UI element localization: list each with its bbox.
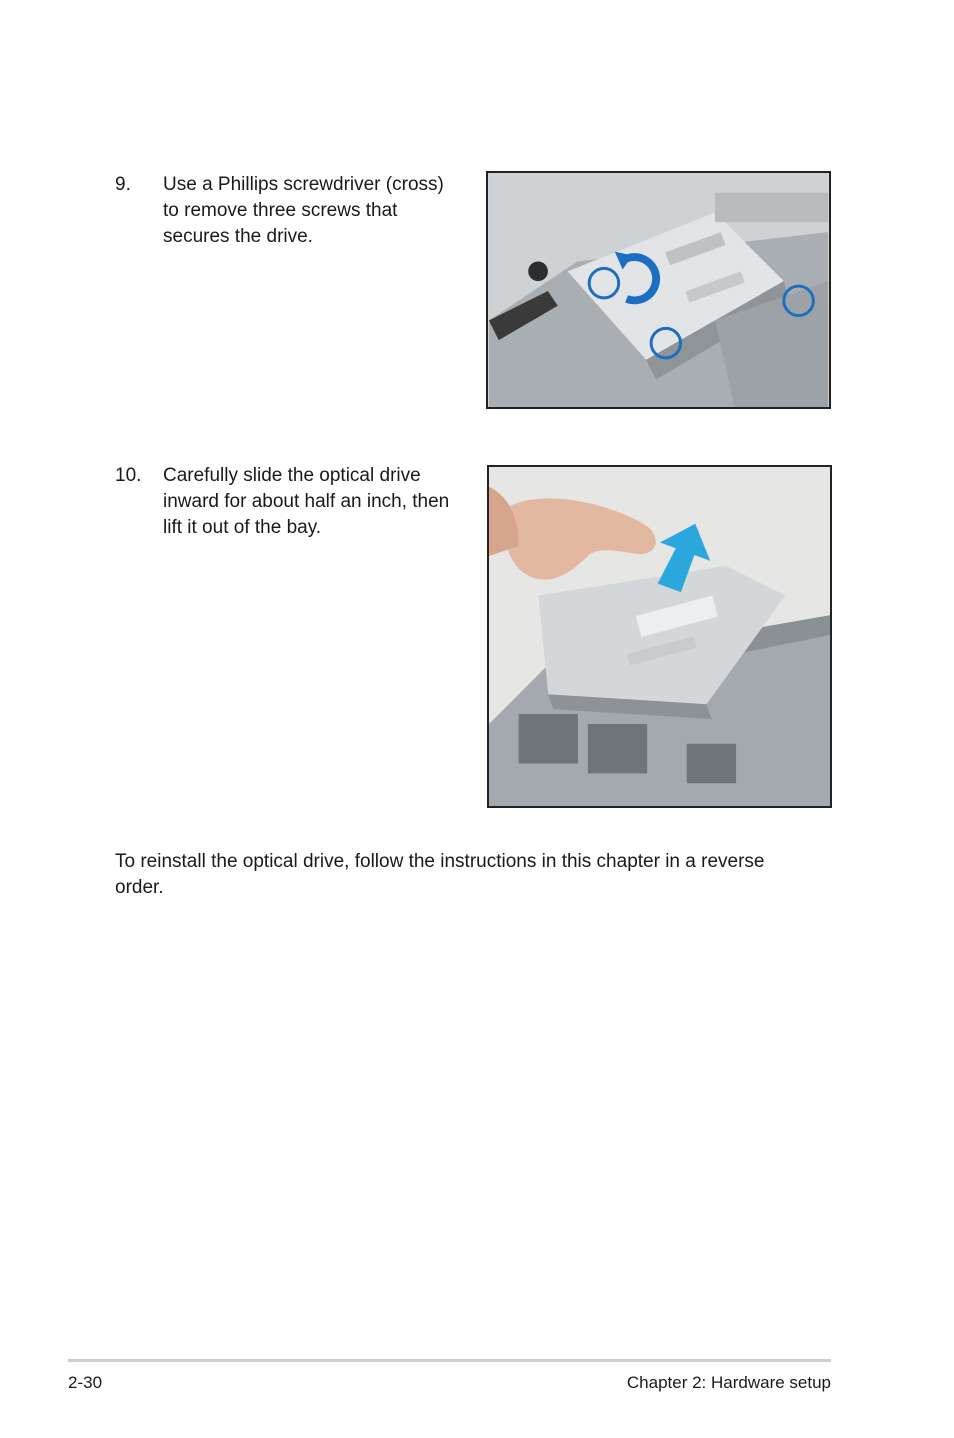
drive-lift-illustration xyxy=(489,467,830,806)
step-number: 9. xyxy=(115,174,131,195)
step-line: lift it out of the bay. xyxy=(163,517,322,538)
step-number: 10. xyxy=(115,465,142,486)
screw-removal-photo xyxy=(486,171,831,409)
footer-rule xyxy=(68,1359,831,1362)
step-line: to remove three screws that xyxy=(163,200,398,221)
step-text xyxy=(163,172,463,250)
chapter-title: Chapter 2: Hardware setup xyxy=(626,1373,831,1392)
screw-removal-illustration xyxy=(488,173,829,407)
step-line: Carefully slide the optical drive xyxy=(163,465,421,486)
drive-lift-photo xyxy=(487,465,832,808)
step-line: secures the drive. xyxy=(163,226,313,247)
step-line: inward for about half an inch, then xyxy=(163,491,450,512)
step-text xyxy=(163,463,463,541)
step-line: Use a Phillips screwdriver (cross) xyxy=(163,174,444,195)
reinstall-paragraph: To reinstall the optical drive, follow the instructions in this chapter in a reverse order. xyxy=(115,851,765,898)
page-number: 2-30 xyxy=(68,1373,103,1392)
